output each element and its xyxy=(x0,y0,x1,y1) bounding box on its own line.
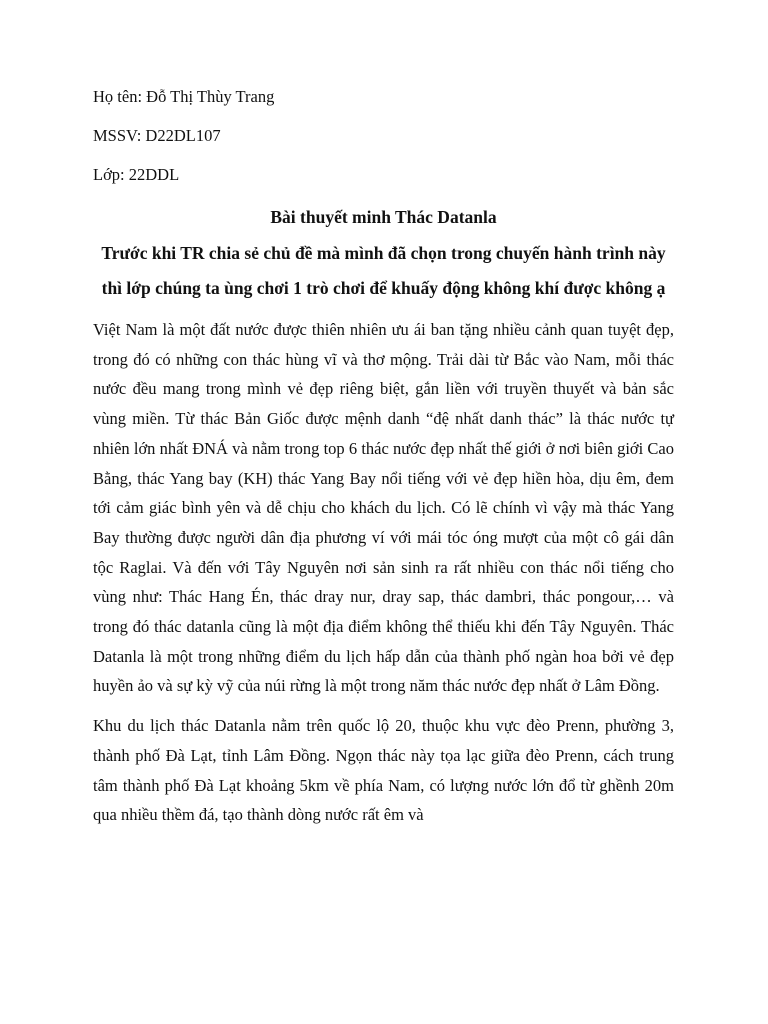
class-line: Lớp: 22DDL xyxy=(93,165,180,184)
document-title: Bài thuyết minh Thác Datanla xyxy=(270,207,497,227)
student-id-line: MSSV: D22DL107 xyxy=(93,126,221,145)
document-page xyxy=(93,84,674,840)
document-subtitle: Trước khi TR chia sẻ chủ đề mà mình đã chọn trong chuyến hành trình này thì lớp chúng ta ùng chơi 1 trò chơi để khuấy động không khí được không ạ xyxy=(101,243,666,298)
body-paragraph-1: Việt Nam là một đất nước được thiên nhiên ưu ái ban tặng nhiều cảnh quan tuyệt đẹp, trong đó có những con thác hùng vĩ và thơ mộng. Trải dài từ Bắc vào Nam, mỗi thác nước đều mang trong mình vẻ đẹp riêng biệt, gắn liền với truyền thuyết và bản sắc vùng miền. Từ thác Bản Giốc được mệnh danh “đệ nhất danh thác” là thác nước tự nhiên lớn nhất ĐNÁ và nằm trong top 6 thác nước đẹp nhất thế giới ở nơi biên giới Cao Bằng, thác Yang bay (KH) thác Yang Bay nổi tiếng với vẻ đẹp hiền hòa, dịu êm, đem tới cảm giác bình yên và dễ chịu cho khách du lịch. Có lẽ chính vì vậy mà thác Yang Bay thường được người dân địa phương ví với mái tóc óng mượt của một cô gái dân tộc Raglai. Và đến với Tây Nguyên nơi sản sinh ra rất nhiều con thác nổi tiếng cho vùng như: Thác Hang Én, thác dray nur, dray sap, thác dambri, thác pongour,… và trong đó thác datanla cũng là một địa điểm không thể thiếu khi đến Tây Nguyên. Thác Datanla là một trong những điểm du lịch hấp dẫn của thành phố ngàn hoa bởi vẻ đẹp huyền ảo và sự kỳ vỹ của núi rừng là một trong năm thác nước đẹp nhất ở Lâm Đồng. xyxy=(93,320,674,696)
student-name-line: Họ tên: Đỗ Thị Thùy Trang xyxy=(93,87,275,106)
body-paragraph-2: Khu du lịch thác Datanla nằm trên quốc lộ 20, thuộc khu vực đèo Prenn, phường 3, thành phố Đà Lạt, tỉnh Lâm Đồng. Ngọn thác này tọa lạc giữa đèo Prenn, cách trung tâm thành phố Đà Lạt khoảng 5km về phía Nam, có lượng nước lớn đổ từ ghềnh 20m qua nhiều thềm đá, tạo thành dòng nước rất êm và xyxy=(93,716,674,825)
